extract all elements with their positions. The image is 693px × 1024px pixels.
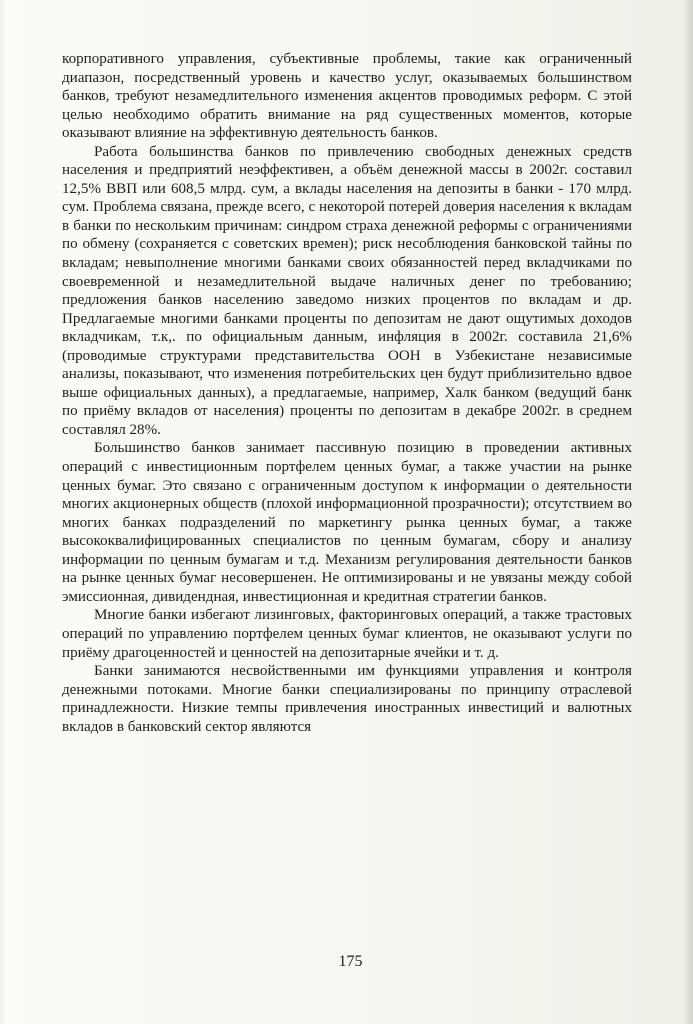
paragraph-cash-flow-control: Банки занимаются несвойственными им функциями управления и контроля денежными потоками. Многие банки специализированы по принципу отраслевой принадлежности. Низкие темпы привлечения иностранных инвестиций и валютных вкладов в банковский сектор являются: [62, 663, 632, 735]
paragraph-continuation: корпоративного управления, субъективные проблемы, такие как ограниченный диапазон, посредственный уровень и качество услуг, оказываемых большинством банков, требуют незамедлительного изменения акцентов проводимых реформ. С этой целью необходимо обратить внимание на ряд существенных моментов, которые оказывают влияние на эффективную деятельность банков.: [62, 51, 632, 142]
paragraph-securities: Большинство банков занимает пассивную позицию в проведении активных операций с инвестиционным портфелем ценных бумаг, а также участии на рынке ценных бумаг. Это связано с ограниченным доступом к информации о деятельности многих акционерных обществ (плохой информационной прозрачности); отсутствием во многих банках подразделений по маркетингу рынка ценных бумаг, а также высококвалифицированных специалистов по ценным бумагам, сбору и анализу информации по ценным бумагам и т.д. Механизм регулирования деятельности банков на рынке ценных бумаг несовершенен. Не оптимизированы и не увязаны между собой эмиссионная, дивидендная, инвестиционная и кредитная стратегии банков.: [62, 440, 632, 605]
page-number: 175: [338, 953, 363, 970]
body-text: [62, 50, 632, 736]
paragraph-leasing: Многие банки избегают лизинговых, факторинговых операций, а также трастовых операций по управлению портфелем ценных бумаг клиентов, не оказывают услуги по приёму драгоценностей и ценностей на депозитарные ячейки и т. д.: [62, 607, 632, 661]
page-edge-shadow: [683, 0, 693, 1024]
paragraph-deposits: Работа большинства банков по привлечению свободных денежных средств населения и предприятий неэффективен, а объём денежной массы в 2002г. составил 12,5% ВВП или 608,5 млрд. сум, а вклады населения на депозиты в банки - 170 млрд. сум. Проблема связана, прежде всего, с некоторой потерей доверия населения к вкладам в банки по нескольким причинам: синдром страха денежной реформы с ограничениями по обмену (сохраняется с советских времен); риск несоблюдения банковской тайны по вкладам; невыполнение многими банками своих обязанностей перед вкладчиками по своевременной и незамедлительной выдаче наличных денег по требованию; предложения банков населению заведомо низких процентов по вкладам и др. Предлагаемые многими банками проценты по депозитам не дают ощутимых доходов вкладчикам, т.к,. по официальным данным, инфляция в 2002г. составила 21,6% (проводимые структурами представительства ООН в Узбекистане независимые анализы, показывают, что изменения потребительских цен будут приблизительно вдвое выше официальных данных), а предлагаемые, например, Халк банком (ведущий банк по приёму вкладов от населения) проценты по депозитам в декабре 2002г. в среднем составлял 28%.: [62, 143, 632, 438]
